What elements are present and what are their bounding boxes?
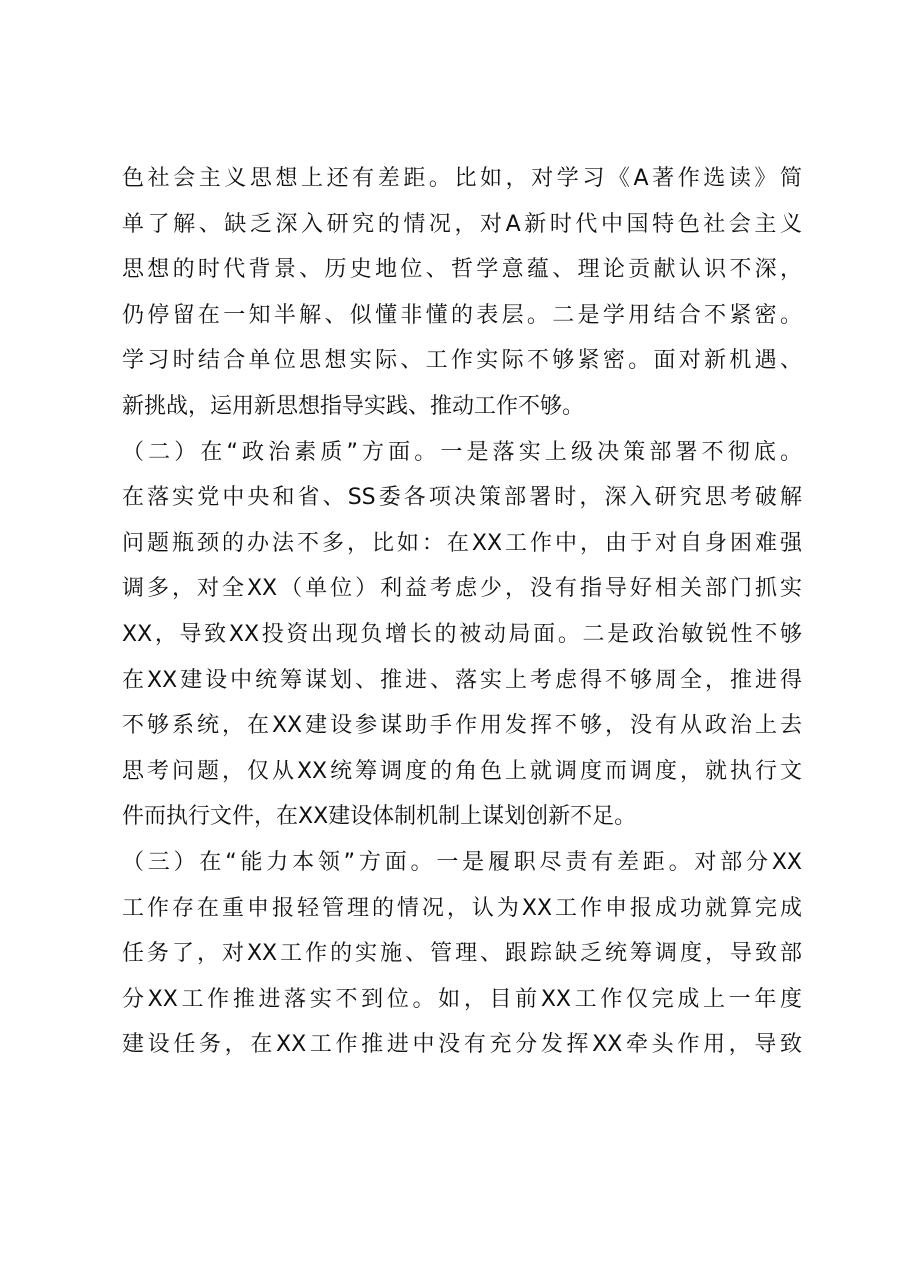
text-line: 工作存在重申报轻管理的情况，认为XX工作申报成功就算完成 [122, 895, 802, 921]
text-line: （三）在“能力本领”方面。一是履职尽责有差距。对部分XX [122, 849, 802, 875]
text-line: 思想的时代背景、历史地位、哲学意蕴、理论贡献认识不深， [122, 257, 802, 283]
text-line: 件而执行文件，在XX建设体制机制上谋划创新不足。 [122, 804, 637, 830]
text-line: 新挑战，运用新思想指导实践、推动工作不够。 [122, 393, 585, 419]
text-line: 分XX工作推进落实不到位。如，目前XX工作仅完成上一年度 [122, 986, 802, 1012]
text-line: 不够系统，在XX建设参谋助手作用发挥不够，没有从政治上去 [122, 713, 802, 739]
text-line: 在XX建设中统筹谋划、推进、落实上考虑得不够周全，推进得 [122, 667, 802, 693]
text-line: 任务了，对XX工作的实施、管理、跟踪缺乏统筹调度，导致部 [122, 941, 802, 967]
text-line: 在落实党中央和省、SS委各项决策部署时，深入研究思考破解 [122, 485, 802, 511]
text-line: 单了解、缺乏深入研究的情况，对A新时代中国特色社会主义 [122, 211, 802, 237]
text-line: 调多，对全XX（单位）利益考虑少，没有指导好相关部门抓实 [122, 576, 802, 602]
text-line: 学习时结合单位思想实际、工作实际不够紧密。面对新机遇、 [122, 348, 802, 374]
text-line: 问题瓶颈的办法不多，比如：在XX工作中，由于对自身困难强 [122, 530, 802, 556]
document-body [122, 156, 802, 1068]
text-line: 仍停留在一知半解、似懂非懂的表层。二是学用结合不紧密。 [122, 302, 802, 328]
text-line: 建设任务，在XX工作推进中没有充分发挥XX牵头作用，导致 [122, 1032, 802, 1058]
text-line: （二）在“政治素质”方面。一是落实上级决策部署不彻底。 [122, 439, 802, 465]
text-line: 思考问题，仅从XX统筹调度的角色上就调度而调度，就执行文 [122, 758, 802, 784]
text-line: 色社会主义思想上还有差距。比如，对学习《A著作选读》简 [122, 166, 802, 191]
text-line: XX，导致XX投资出现负增长的被动局面。二是政治敏锐性不够 [122, 621, 802, 647]
